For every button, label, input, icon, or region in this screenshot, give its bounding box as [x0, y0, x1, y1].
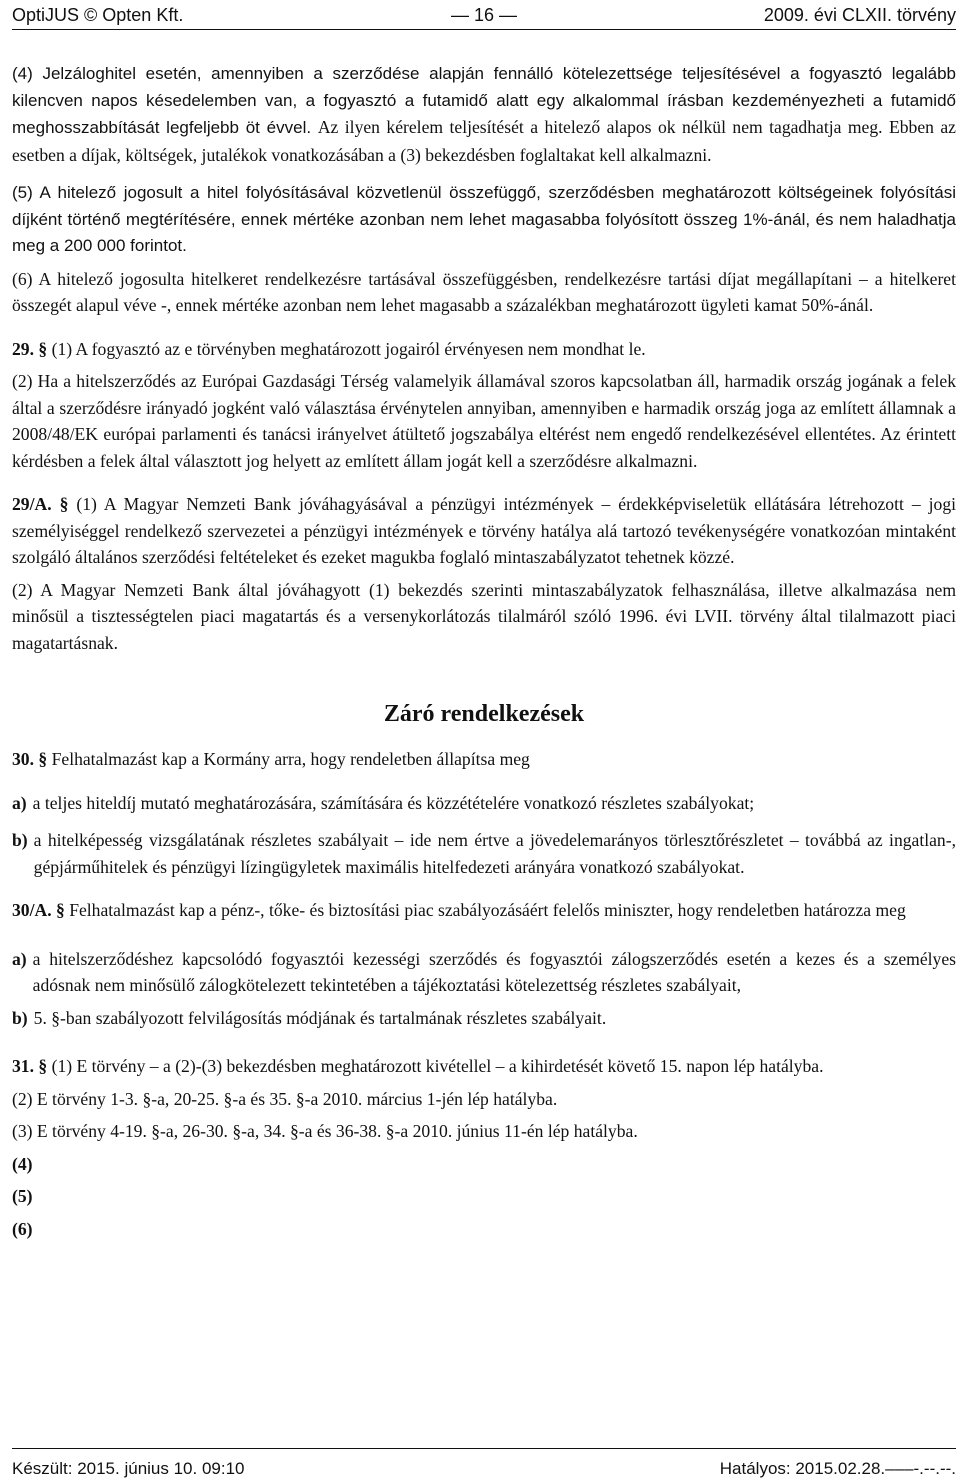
section-29a-1-text: (1) A Magyar Nemzeti Bank jóváhagyásával a pénzügyi intézmények – érdekképviseletük ellátására létrehozott – jogi személyiséggel rendelkező szervezetei a pénzügyi intézmények e törvény hatálya alá tartozó tevékenységére vonatkozóan mintaként szolgáló általános szerződési feltételeket és ezeket magukba foglaló mintaszabályzatot tehetnek közzé. — [12, 494, 957, 567]
header-rule — [12, 29, 956, 30]
section-31-4: (4) — [12, 1153, 33, 1174]
section-30a-number: 30/A. § — [12, 900, 65, 920]
section-29a-1 — [12, 491, 956, 571]
section-30a-item-b — [12, 1005, 956, 1032]
footer-effective: Hatályos: 2015.02.28.–––-.--.--. — [719, 1459, 956, 1478]
footer-rule — [12, 1448, 956, 1449]
section-31-2: (2) E törvény 1-3. §-a, 20-25. §-a és 35. §-a 2010. március 1-jén lép hatályba. — [12, 1088, 558, 1109]
section-30a-item-a — [12, 946, 956, 999]
header-law-title: 2009. évi CLXII. törvény — [763, 5, 956, 25]
item-text: a hitelszerződéshez kapcsolódó fogyasztói kezességi szerződés és fogyasztói zálogszerződés esetén a kezes és a személyes adósnak nem minősülő zálogkötelezett tekintetében a tájékoztatási kötelezettség részletes szabályait, — [32, 948, 956, 995]
item-label: a) — [12, 792, 27, 813]
section-30 — [12, 746, 956, 773]
header-page-number: — 16 — — [450, 5, 518, 25]
section-29-2: (2) Ha a hitelszerződés az Európai Gazdasági Térség valamelyik államával szoros kapcsolatban áll, harmadik ország jogának a felek által a szerződésre irányadó jogként való választása érvénytelen annyiban, amennyiben e harmadik ország joga az említett államnak a 2008/48/EK európai parlamenti és tanácsi irányelvet átültető jogszabálya eltérést nem engedő rendelkezésével ellentétes. Az érintett kérdésben a felek által választott jog helyett az említett állam jogát kell a szerződésre alkalmazni. — [12, 371, 956, 471]
section-29-1-text: (1) A fogyasztó az e törvényben meghatározott jogairól érvényesen nem mondhat le. — [51, 338, 646, 359]
section-30-number: 30. § — [12, 749, 48, 769]
page-footer — [12, 1448, 956, 1484]
item-label: b) — [12, 830, 28, 850]
header-publisher: OptiJUS © Opten Kft. — [12, 5, 184, 25]
page-header — [12, 0, 956, 30]
section-31-3: (3) E törvény 4-19. §-a, 26-30. §-a, 34. §-a és 36-38. §-a 2010. június 11-én lép hatályba. — [12, 1121, 638, 1141]
item-text: a teljes hiteldíj mutató meghatározására, számítására és közzétételére vonatkozó részletes szabályokat; — [32, 792, 755, 813]
paragraph-4 — [12, 61, 956, 169]
section-29-number: 29. § — [12, 338, 48, 359]
paragraph-4-text: (4) Jelzáloghitel esetén, amennyiben a szerződése alapján fennálló kötelezettsége teljesítésével a fogyasztó legalább kilencven napos késedelemben van, a fogyasztó a futamidő alatt egy alkalommal írásban kezdeményezheti a futamidő meghosszabbítását legfeljebb öt évvel. — [12, 64, 956, 137]
section-31-1-text: (1) E törvény – a (2)-(3) bekezdésben meghatározott kivétellel – a kihirdetését követő 15. napon lép hatályba. — [51, 1056, 824, 1076]
section-30-item-b — [12, 827, 956, 880]
section-29a-2: (2) A Magyar Nemzeti Bank által jóváhagyott (1) bekezdés szerinti mintaszabályzatok felhasználása, illetve alkalmazása nem minősül a tisztességtelen piaci magatartás és a versenykorlátozás tilalmáról szóló 1996. évi LVII. törvény által tilalmazott piaci magatartásnak. — [12, 579, 956, 653]
section-30a — [12, 897, 956, 924]
item-text: a hitelképesség vizsgálatának részletes szabályait – ide nem értve a jövedelemarányos törlesztőrészletet – továbbá az ingatlan-, gépjárműhitelek és pénzügyi lízingügyletek maximális hitelfedezeti arányára vonatkozó szabályokat. — [33, 830, 956, 877]
section-29-1 — [12, 336, 956, 363]
section-31-number: 31. § — [12, 1056, 48, 1076]
document-body — [12, 61, 956, 1242]
section-31-6: (6) — [12, 1218, 33, 1239]
section-31-5: (5) — [12, 1186, 33, 1206]
section-30-text: Felhatalmazást kap a Kormány arra, hogy rendeletben állapítsa meg — [51, 749, 530, 769]
paragraph-4-text-b: Az ilyen kérelem teljesítését a hitelező alapos ok nélkül nem tagadhatja meg. Ebben az esetben a díjak, költségek, jutalékok vonatkozásában a (3) bekezdésben foglaltakat kell alkalmazni. — [12, 117, 956, 165]
section-31-1 — [12, 1053, 956, 1080]
item-label: b) — [12, 1007, 28, 1028]
section-30a-text: Felhatalmazást kap a pénz-, tőke- és biztosítási piac szabályozásáért felelős miniszter, hogy rendeletben határozza meg — [69, 900, 906, 920]
section-30-item-a — [12, 790, 956, 817]
section-heading: Záró rendelkezések — [383, 701, 585, 727]
item-text: 5. §-ban szabályozott felvilágosítás módjának és tartalmának részletes szabályait. — [33, 1007, 607, 1028]
footer-created: Készült: 2015. június 10. 09:10 — [12, 1459, 245, 1478]
item-label: a) — [12, 948, 27, 969]
paragraph-6: (6) A hitelező jogosulta hitelkeret rendelkezésre tartásával összefüggésben, rendelkezésre tartási díjat megállapítani – a hitelkeret összegét alapul véve -, ennek mértéke azonban nem lehet magasabb a százalékban meghatározott ügyleti kamat 50%-ánál. — [12, 268, 956, 315]
section-29a-number: 29/A. § — [12, 494, 69, 514]
paragraph-5: (5) A hitelező jogosult a hitel folyósításával közvetlenül összefüggő, szerződésben meghatározott költségeinek folyósítási díjként történő megtérítésére, ennek mértéke azonban nem lehet magasabba folyósított összeg 1%-ánál, és nem haladhatja meg a 200 000 forintot. — [12, 183, 956, 255]
